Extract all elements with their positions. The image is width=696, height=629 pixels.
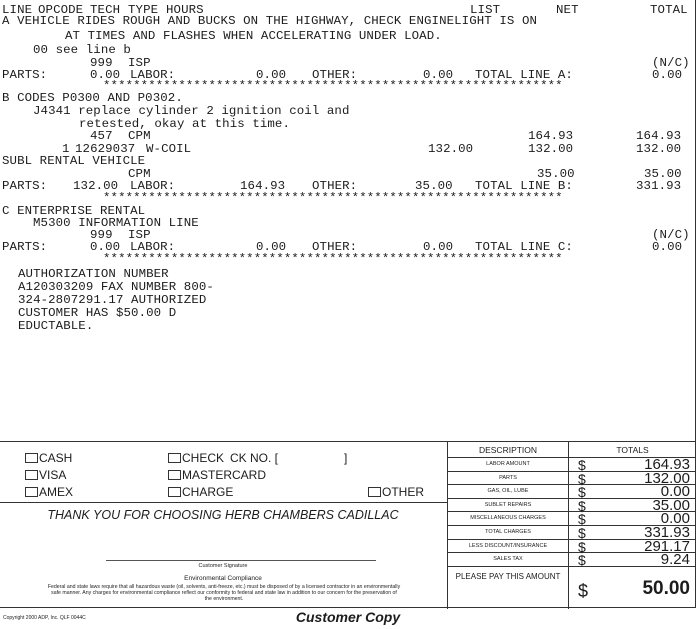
line-b-sublet-row: CPM 35.00 35.00 xyxy=(128,167,682,181)
thank-you-message: THANK YOU FOR CHOOSING HERB CHAMBERS CADILLAC xyxy=(47,508,399,522)
totals-row-value: 0.00 xyxy=(660,510,690,528)
environmental-text: safe manner. Any charges for environmental compliance reflect our conformity to federal and state law in addition to our concern for the preservation of xyxy=(51,590,397,596)
tech-code: 999 xyxy=(90,228,113,242)
header-opcode: OPCODE xyxy=(38,3,84,17)
line-b-summary: PARTS: 132.00 LABOR: 164.93 OTHER: 35.00 TOTAL LINE B: 331.93 xyxy=(2,179,682,193)
line-b-operation: J4341 replace cylinder 2 ignition coil and xyxy=(33,104,350,118)
tech-code: 999 xyxy=(90,56,113,70)
payment-summary-section xyxy=(0,441,696,608)
environmental-text: Federal and state laws require that all hazardous waste (oil, solvents, anti-freeze, etc.) must be disposed of by a licensed contractor in an environmentally xyxy=(47,584,401,590)
separator-stars: ************************************************************* xyxy=(103,79,563,93)
totals-row-value: 9.24 xyxy=(660,551,690,569)
description-header: DESCRIPTION xyxy=(448,442,569,457)
type-code: CPM xyxy=(128,167,151,181)
separator-stars: ************************************************************* xyxy=(103,252,563,266)
line-c-summary: PARTS: 0.00 LABOR: 0.00 OTHER: 0.00 TOTAL LINE C: 0.00 xyxy=(2,240,683,254)
charge-checkbox[interactable]: CHARGE xyxy=(168,485,268,499)
no-charge: (N/C) xyxy=(652,228,690,242)
checkbox-icon xyxy=(25,487,38,497)
header-line: LINE xyxy=(2,3,33,17)
totals-row-label: MISCELLANEOUS CHARGES xyxy=(448,512,569,525)
currency-symbol: $ xyxy=(578,484,586,501)
type-code: ISP xyxy=(128,56,151,70)
totals-row-label: SALES TAX xyxy=(448,553,569,566)
currency-symbol: $ xyxy=(578,581,589,601)
part-number: 12629037 xyxy=(75,142,136,156)
no-charge: (N/C) xyxy=(652,56,690,70)
check-checkbox[interactable]: CHECK CK NO. [ ] xyxy=(168,451,388,465)
checkbox-icon xyxy=(168,453,181,463)
signature-line[interactable] xyxy=(106,560,376,561)
totals-row xyxy=(448,496,696,514)
check-number-label: CK NO. [ xyxy=(230,451,279,465)
totals-row-value: 132.00 xyxy=(644,469,690,487)
line-a-complaint-cont: AT TIMES AND FLASHES WHEN ACCELERATING UNDER LOAD. xyxy=(65,29,442,43)
currency-symbol: $ xyxy=(578,538,586,555)
auth-note-line: EDUCTABLE. xyxy=(18,319,94,333)
environmental-text: the environment. xyxy=(204,596,244,602)
copy-label: Customer Copy xyxy=(295,609,401,625)
totals-row-value: 291.17 xyxy=(644,537,690,555)
header-tech: TECH xyxy=(90,3,121,17)
line-b-part-row: 1 12629037 W-COIL 132.00 132.00 132.00 xyxy=(62,142,682,156)
line-a-complaint: A VEHICLE RIDES ROUGH AND BUCKS ON THE HIGHWAY, CHECK ENGINELIGHT IS ON xyxy=(2,14,538,28)
header-hours: HOURS xyxy=(166,3,204,17)
amount-due-row xyxy=(448,567,696,609)
totals-row xyxy=(448,537,696,555)
checkbox-icon xyxy=(25,453,38,463)
line-b-complaint: B CODES P0300 AND P0302. xyxy=(2,91,183,105)
other-checkbox[interactable]: OTHER xyxy=(368,485,438,499)
currency-symbol: $ xyxy=(578,525,586,541)
line-a-cause: 00 see line b xyxy=(33,43,131,57)
line-b-sublet: SUBL RENTAL VEHICLE xyxy=(2,154,146,168)
line-a-summary: PARTS: 0.00 LABOR: 0.00 OTHER: 0.00 TOTAL LINE A: 0.00 xyxy=(2,68,683,82)
copyright-notice: Copyright 2000 ADP, Inc. QLF 0044C xyxy=(3,615,86,621)
line-c-operation: M5300 INFORMATION LINE xyxy=(33,216,199,230)
totals-row-label: SUBLET REPAIRS xyxy=(448,499,569,512)
currency-symbol: $ xyxy=(578,552,586,569)
auth-note-line: AUTHORIZATION NUMBER xyxy=(18,267,169,281)
currency-symbol: $ xyxy=(578,470,586,487)
separator-stars: ************************************************************* xyxy=(103,191,563,205)
totals-row-value: 35.00 xyxy=(652,496,690,514)
cash-checkbox[interactable]: CASH xyxy=(25,451,105,465)
thank-you-box xyxy=(0,502,448,609)
header-list: LIST xyxy=(470,3,501,17)
line-b-labor-row: 457 CPM 164.93 164.93 xyxy=(90,129,682,143)
amount-due-value: 50.00 xyxy=(642,578,690,599)
mastercard-checkbox[interactable]: MASTERCARD xyxy=(168,468,288,482)
header-type: TYPE xyxy=(128,3,159,17)
totals-header: TOTALS xyxy=(616,445,649,455)
header-total: TOTAL xyxy=(650,3,688,17)
signature-label: Customer Signature xyxy=(198,563,248,569)
amount-due-label: PLEASE PAY THIS AMOUNT xyxy=(448,567,569,609)
totals-table xyxy=(448,442,696,609)
checkbox-icon xyxy=(368,487,381,497)
totals-row-value: 0.00 xyxy=(660,483,690,501)
totals-row-value: 331.93 xyxy=(644,524,690,541)
checkbox-icon xyxy=(168,470,181,480)
payment-method-box xyxy=(0,442,448,502)
currency-symbol: $ xyxy=(578,497,586,514)
totals-row-label: LESS DISCOUNT/INSURANCE xyxy=(448,540,569,553)
currency-symbol: $ xyxy=(578,511,586,528)
totals-row xyxy=(448,469,696,487)
environmental-title: Environmental Compliance xyxy=(184,575,262,582)
totals-row-label: GAS, OIL, LUBE xyxy=(448,485,569,498)
type-code: CPM xyxy=(128,129,151,143)
part-description: W-COIL xyxy=(146,142,192,156)
totals-row-value: 164.93 xyxy=(644,456,690,473)
amex-checkbox[interactable]: AMEX xyxy=(25,485,105,499)
totals-row xyxy=(448,553,696,567)
auth-note-line: CUSTOMER HAS $50.00 D xyxy=(18,306,177,320)
line-c-complaint: C ENTERPRISE RENTAL xyxy=(2,204,146,218)
tech-code: 457 xyxy=(90,129,113,143)
totals-row-label: PARTS xyxy=(448,472,569,485)
line-b-operation-cont: retested, okay at this time. xyxy=(79,117,290,131)
checkbox-icon xyxy=(168,487,181,497)
visa-checkbox[interactable]: VISA xyxy=(25,468,105,482)
totals-row-label: TOTAL CHARGES xyxy=(448,526,569,539)
auth-note-line: 324-2807291.17 AUTHORIZED xyxy=(18,293,207,307)
type-code: ISP xyxy=(128,228,151,242)
currency-symbol: $ xyxy=(578,457,586,473)
totals-row-label: LABOR AMOUNT xyxy=(448,458,569,471)
header-net: NET xyxy=(556,3,579,17)
auth-note-line: A120303209 FAX NUMBER 800- xyxy=(18,280,214,294)
checkbox-icon xyxy=(25,470,38,480)
